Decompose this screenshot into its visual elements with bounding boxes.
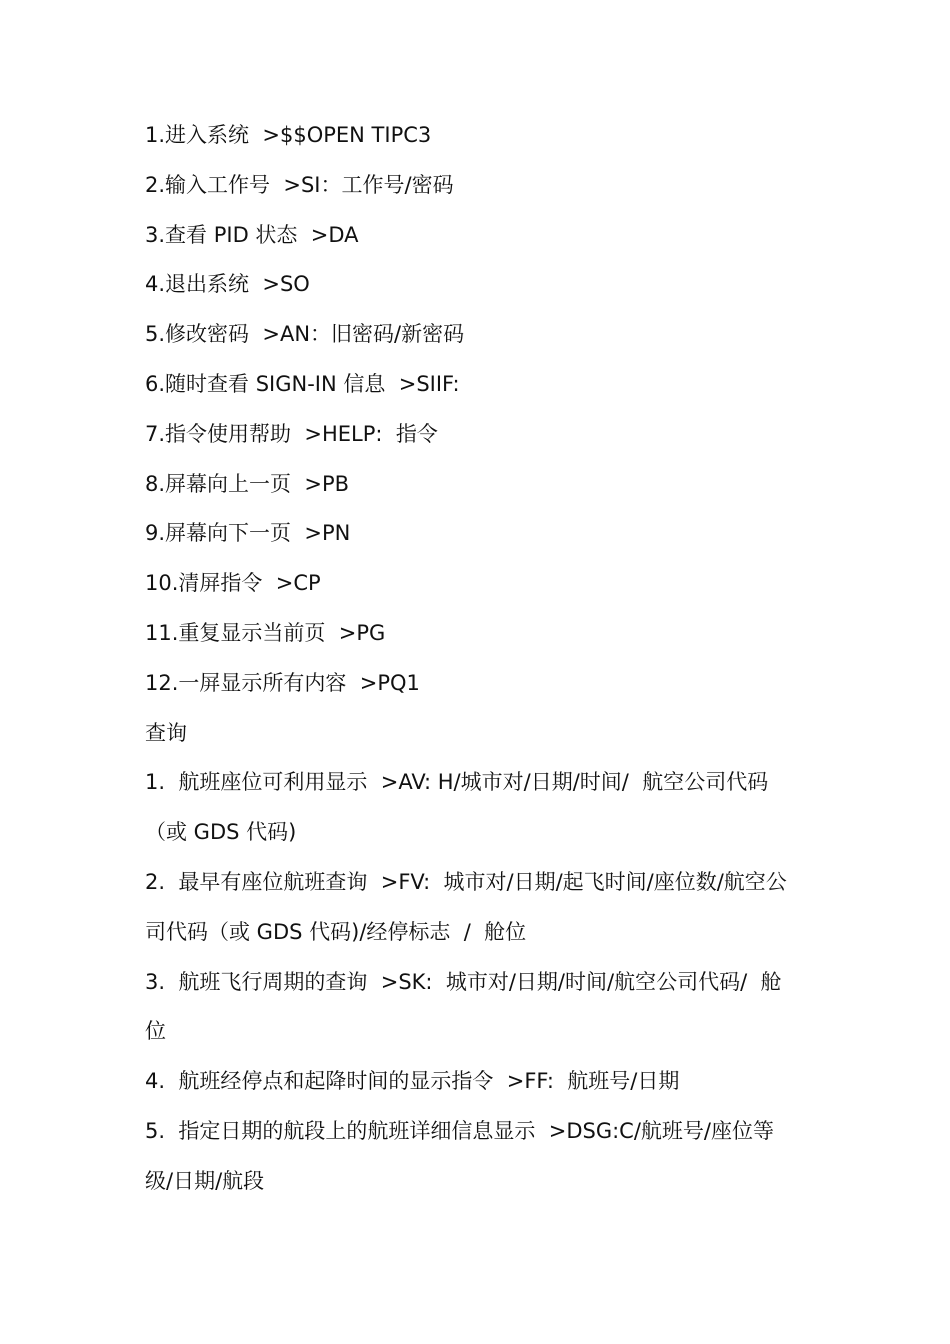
command-line-signin-info: 6.随时查看 SIGN-IN 信息 >SIIF: [145,371,460,396]
command-line-change-password: 5.修改密码 >AN：旧密码/新密码 [145,322,465,347]
query-line-sk-continued: 位 [145,1019,166,1044]
command-line-page-up: 8.屏幕向上一页 >PB [145,471,350,496]
command-line-clear-screen: 10.清屏指令 >CP [145,571,321,596]
command-line-pid-status: 3.查看 PID 状态 >DA [145,222,359,247]
query-line-dsg-continued: 级/日期/航段 [145,1168,265,1193]
query-line-ff: 4. 航班经停点和起降时间的显示指令 >FF: 航班号/日期 [145,1069,680,1094]
query-line-dsg: 5. 指定日期的航段上的航班详细信息显示 >DSG:C/航班号/座位等 [145,1118,774,1143]
query-line-fv-continued: 司代码（或 GDS 代码)/经停标志 / 舱位 [145,919,527,944]
query-line-sk: 3. 航班飞行周期的查询 >SK: 城市对/日期/时间/航空公司代码/ 舱 [145,969,782,994]
query-line-fv: 2. 最早有座位航班查询 >FV: 城市对/日期/起飞时间/座位数/航空公 [145,869,787,894]
command-line-help: 7.指令使用帮助 >HELP: 指令 [145,421,438,446]
command-line-redisplay: 11.重复显示当前页 >PG [145,620,386,645]
section-heading-query: 查询 [145,720,187,745]
command-line-show-all: 12.一屏显示所有内容 >PQ1 [145,670,420,695]
document-body [145,115,810,1211]
query-line-av-continued: （或 GDS 代码) [145,820,297,845]
command-line-open: 1.进入系统 >$$OPEN TIPC3 [145,123,432,147]
command-line-page-down: 9.屏幕向下一页 >PN [145,521,351,546]
command-line-signout: 4.退出系统 >SO [145,272,310,297]
command-line-signin: 2.输入工作号 >SI：工作号/密码 [145,172,454,197]
query-line-av: 1. 航班座位可利用显示 >AV: H/城市对/日期/时间/ 航空公司代码 [145,770,769,795]
